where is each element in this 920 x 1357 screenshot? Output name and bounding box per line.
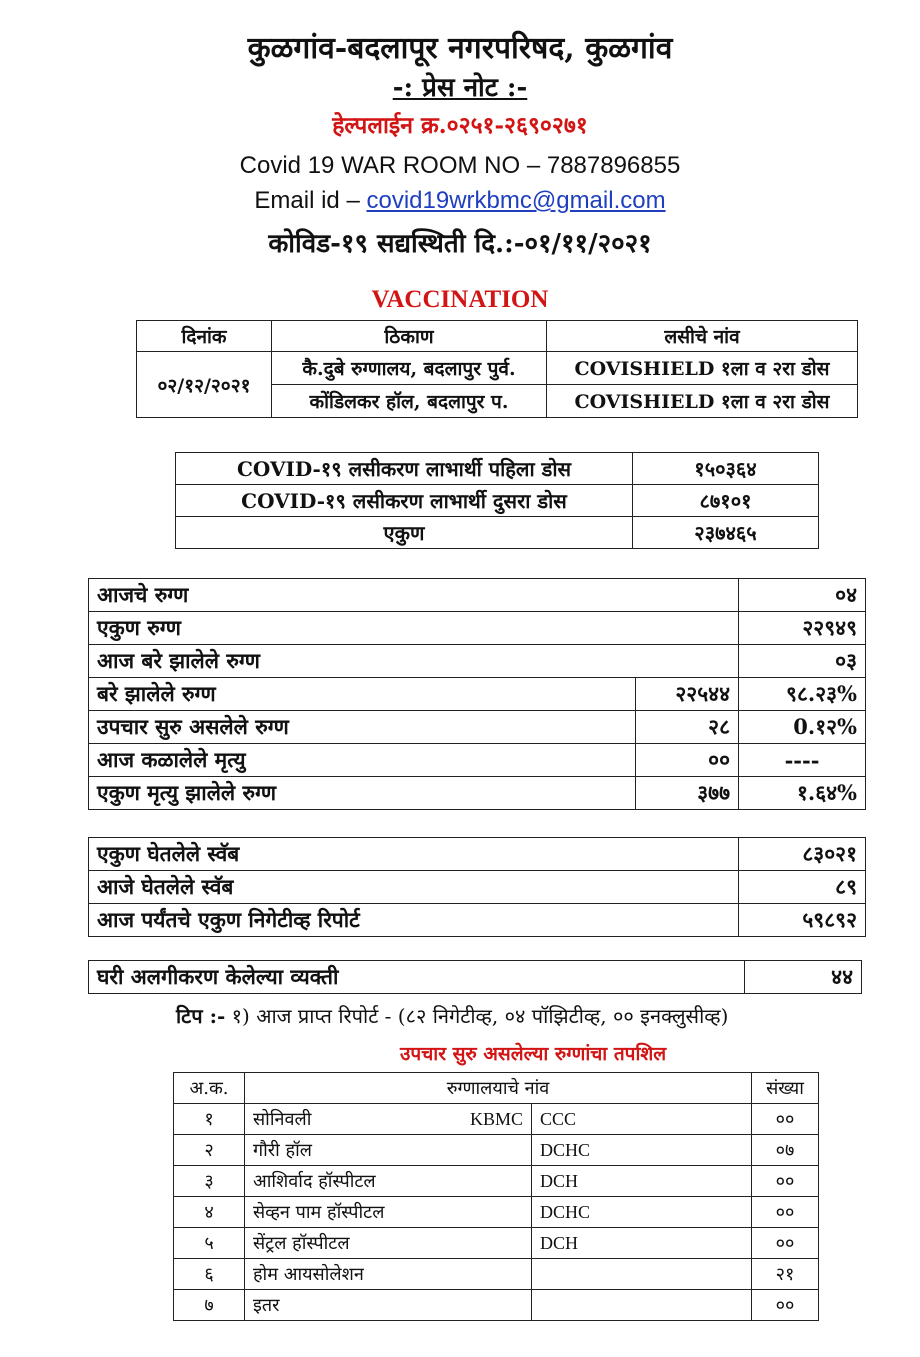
vaccination-table (136, 320, 858, 418)
table-row (89, 612, 866, 645)
table-row (176, 485, 819, 517)
facility-type: DCH (532, 1228, 752, 1259)
facility-type (532, 1290, 752, 1321)
stat-label: उपचार सुरु असलेले रुग्ण (89, 711, 636, 744)
table-row (89, 579, 866, 612)
vaccine-name: COVISHIELD १ला व २रा डोस (547, 385, 858, 418)
table-row (174, 1135, 819, 1166)
stat-label: आज कळालेले मृत्यु (89, 744, 636, 777)
stat-label: बरे झालेले रुग्ण (89, 678, 636, 711)
stat-count: २८ (636, 711, 739, 744)
hospital-name: होम आयसोलेशन (245, 1259, 442, 1290)
table-row (174, 1166, 819, 1197)
stat-value: ०३ (739, 645, 866, 678)
swab-label: आजे घेतलेले स्वॅब (89, 871, 739, 904)
note-text: १) आज प्राप्त रिपोर्ट - (८२ निगेटीव्ह, ०४ पॉझिटीव्ह, ०० इनक्लुसीव्ह) (225, 1004, 729, 1028)
hospital-org (441, 1197, 532, 1228)
table-row (89, 904, 866, 937)
email-line (0, 187, 920, 215)
hospital-name: इतर (245, 1290, 442, 1321)
hospital-name: सेव्हन पाम हॉस्पीटल (245, 1197, 442, 1228)
stat-value: २२९४९ (739, 612, 866, 645)
serial-number: ६ (174, 1259, 245, 1290)
hospital-org (441, 1135, 532, 1166)
table-row (174, 1228, 819, 1259)
beneficiary-value: २३७४६५ (633, 517, 819, 549)
swab-label: आज पर्यंतचे एकुण निगेटीव्ह रिपोर्ट (89, 904, 739, 937)
vaccination-date: ०२/१२/२०२१ (137, 352, 272, 418)
stat-label: आजचे रुग्ण (89, 579, 739, 612)
header-place: ठिकाण (272, 321, 547, 352)
swab-value: ८३०२१ (739, 838, 866, 871)
table-row (174, 1259, 819, 1290)
war-room-number: Covid 19 WAR ROOM NO – 7887896855 (239, 152, 681, 179)
table-row (89, 961, 862, 994)
vaccination-heading: VACCINATION (371, 286, 549, 313)
patient-count: ०७ (752, 1135, 819, 1166)
table-row (89, 711, 866, 744)
treatment-heading: उपचार सुरु असलेल्या रुग्णांचा तपशिल (400, 1043, 667, 1065)
table-row (89, 678, 866, 711)
stat-label: एकुण रुग्ण (89, 612, 739, 645)
stat-count: २२५४४ (636, 678, 739, 711)
stat-value: 0.१२% (739, 711, 866, 744)
header-date: दिनांक (137, 321, 272, 352)
table-row (174, 1290, 819, 1321)
table-row (174, 1104, 819, 1135)
helpline-number: हेल्पलाईन क्र.०२५१-२६९०२७१ (332, 112, 588, 139)
home-isolation-label: घरी अलगीकरण केलेल्या व्यक्ती (89, 961, 745, 994)
beneficiary-label: COVID-१९ लसीकरण लाभार्थी दुसरा डोस (176, 485, 633, 517)
header-hospital: रुग्णालयाचे नांव (245, 1073, 752, 1104)
patient-count: ०० (752, 1197, 819, 1228)
press-note-heading: -: प्रेस नोट :- (392, 73, 528, 103)
header-serial: अ.क. (174, 1073, 245, 1104)
patient-count: ०० (752, 1104, 819, 1135)
serial-number: ४ (174, 1197, 245, 1228)
beneficiary-label: COVID-१९ लसीकरण लाभार्थी पहिला डोस (176, 453, 633, 485)
serial-number: १ (174, 1104, 245, 1135)
hospital-org (441, 1290, 532, 1321)
table-row (176, 453, 819, 485)
stat-value: १.६४% (739, 777, 866, 810)
table-row (174, 1197, 819, 1228)
table-row (176, 517, 819, 549)
hospital-org: KBMC (441, 1104, 532, 1135)
vaccination-place: कै.दुबे रुग्णालय, बदलापुर पुर्व. (272, 352, 547, 385)
stat-count: ३७७ (636, 777, 739, 810)
facility-type: DCHC (532, 1135, 752, 1166)
beneficiary-value: १५०३६४ (633, 453, 819, 485)
patient-statistics-table (88, 578, 866, 810)
beneficiary-value: ८७१०१ (633, 485, 819, 517)
hospital-org (441, 1166, 532, 1197)
email-link[interactable]: covid19wrkbmc@gmail.com (366, 187, 666, 214)
beneficiary-table (175, 452, 819, 549)
home-isolation-table (88, 960, 862, 994)
treatment-table (173, 1072, 819, 1321)
serial-number: २ (174, 1135, 245, 1166)
facility-type: CCC (532, 1104, 752, 1135)
patient-count: ०० (752, 1290, 819, 1321)
stat-label: एकुण मृत्यु झालेले रुग्ण (89, 777, 636, 810)
vaccination-place: कोंडिलकर हॉल, बदलापुर प. (272, 385, 547, 418)
table-header-row (174, 1073, 819, 1104)
stat-count: ०० (636, 744, 739, 777)
facility-type (532, 1259, 752, 1290)
facility-type: DCHC (532, 1197, 752, 1228)
table-row (89, 777, 866, 810)
note-prefix: टिप :- (176, 1004, 226, 1028)
hospital-name: आशिर्वाद हॉस्पीटल (245, 1166, 442, 1197)
table-row (89, 871, 866, 904)
patient-count: ०० (752, 1166, 819, 1197)
table-row (89, 645, 866, 678)
beneficiary-label: एकुण (176, 517, 633, 549)
hospital-org (441, 1228, 532, 1259)
swab-value: ८९ (739, 871, 866, 904)
facility-type: DCH (532, 1166, 752, 1197)
page-title: कुळगांव-बदलापूर नगरपरिषद, कुळगांव (247, 31, 673, 66)
swab-table (88, 837, 866, 937)
patient-count: २१ (752, 1259, 819, 1290)
serial-number: ७ (174, 1290, 245, 1321)
swab-label: एकुण घेतलेले स्वॅब (89, 838, 739, 871)
email-label: Email id – (254, 187, 367, 214)
table-row (89, 744, 866, 777)
hospital-name: सेंट्रल हॉस्पीटल (245, 1228, 442, 1259)
patient-count: ०० (752, 1228, 819, 1259)
table-header-row (137, 321, 858, 352)
note-line (176, 1002, 728, 1029)
hospital-name: गौरी हॉल (245, 1135, 442, 1166)
status-date-heading: कोविड-१९ सद्यस्थिती दि.:-०१/११/२०२१ (268, 229, 652, 259)
serial-number: ५ (174, 1228, 245, 1259)
stat-value: ९८.२३% (739, 678, 866, 711)
header-vaccine: लसीचे नांव (547, 321, 858, 352)
table-row (89, 838, 866, 871)
table-row (137, 352, 858, 385)
home-isolation-value: ४४ (745, 961, 862, 994)
hospital-name: सोनिवली (245, 1104, 442, 1135)
swab-value: ५९८९२ (739, 904, 866, 937)
stat-value: ---- (739, 744, 866, 777)
stat-label: आज बरे झालेले रुग्ण (89, 645, 739, 678)
header-count: संख्या (752, 1073, 819, 1104)
hospital-org (441, 1259, 532, 1290)
serial-number: ३ (174, 1166, 245, 1197)
vaccine-name: COVISHIELD १ला व २रा डोस (547, 352, 858, 385)
stat-value: ०४ (739, 579, 866, 612)
